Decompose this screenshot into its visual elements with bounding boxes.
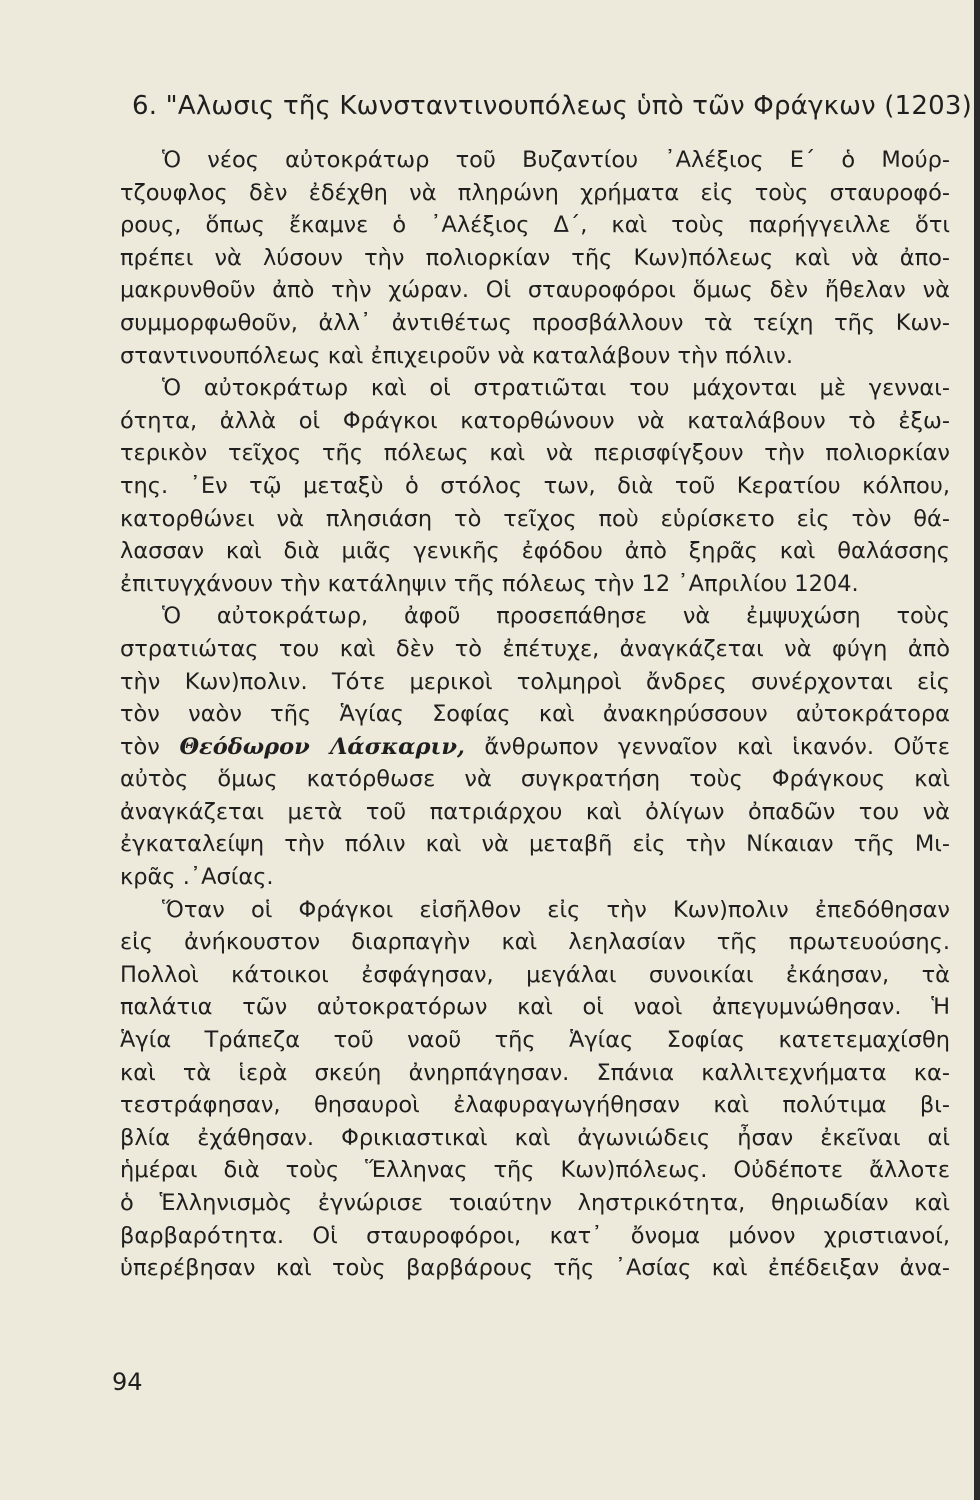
text-line: τερικὸν τεῖχος τῆς πόλεως καὶ νὰ περισφίγξουν τὴν πολιορκίαν <box>120 440 950 467</box>
text-line: συμμορφωθοῦν, ἀλλ᾿ ἀντιθέτως προσβάλλουν τὰ τείχη τῆς Κων- <box>120 309 950 336</box>
text-line: τζουφλος δὲν ἐδέχθη νὰ πληρώνη χρήματα εἰς τοὺς σταυροφό- <box>120 179 950 206</box>
text-line: κατορθώνει νὰ πλησιάση τὸ τεῖχος ποὺ εὑρίσκετο εἰς τὸν θά- <box>120 505 950 532</box>
text-line: ἐπιτυγχάνουν τὴν κατάληψιν τῆς πόλεως τὴν 12 ᾿Απριλίου 1204. <box>120 570 859 597</box>
page-number: 94 <box>112 1368 143 1396</box>
text-line: της. ᾿Εν τῷ μεταξὺ ὁ στόλος των, διὰ τοῦ Κερατίου κόλπου, <box>120 472 950 499</box>
text-line: βλία ἐχάθησαν. Φρικιαστικαὶ καὶ ἀγωνιώδεις ἦσαν ἐκεῖναι αἱ <box>120 1124 950 1151</box>
emphasized-name: Θεόδωρον Λάσκαριν, <box>179 733 465 760</box>
text-line: ὁ Ἑλληνισμὸς ἐγνώρισε τοιαύτην ληστρικότητα, θηριωδίαν καὶ <box>120 1190 950 1216</box>
text-line: Ἁγία Τράπεζα τοῦ ναοῦ τῆς Ἁγίας Σοφίας κατετεμαχίσθη <box>120 1027 950 1054</box>
text-line: στρατιώτας του καὶ δὲν τὸ ἐπέτυχε, ἀναγκάζεται νὰ φύγη ἀπὸ <box>120 635 950 662</box>
body-text <box>120 144 950 1285</box>
text-line: τὴν Κων)πολιν. Τότε μερικοὶ τολμηροὶ ἄνδρες συνέρχονται εἰς <box>120 668 950 695</box>
section-heading: 6. "Αλωσις τῆς Κωνσταντινουπόλεως ὑπὸ τῶν Φράγκων (1203) <box>132 91 972 121</box>
text-line: Ὁ αὐτοκράτωρ καὶ οἱ στρατιῶται του μάχονται μὲ γενναι- <box>162 375 950 402</box>
text-line: παλάτια τῶν αὐτοκρατόρων καὶ οἱ ναοὶ ἀπεγυμνώθησαν. Ἡ <box>120 994 950 1021</box>
text-line: λασσαν καὶ διὰ μιᾶς γενικῆς ἐφόδου ἀπὸ ξηρᾶς καὶ θαλάσσης <box>120 538 950 565</box>
text-line: καὶ τὰ ἱερὰ σκεύη ἀνηρπάγησαν. Σπάνια καλλιτεχνήματα κα- <box>120 1059 950 1086</box>
text-line: εἰς ἀνήκουστον διαρπαγὴν καὶ λεηλασίαν τῆς πρωτευούσης. <box>120 929 950 956</box>
text-line: τὸν ναὸν τῆς Ἁγίας Σοφίας καὶ ἀνακηρύσσουν αὐτοκράτορα <box>120 701 950 728</box>
text-line: ἡμέραι διὰ τοὺς Ἕλληνας τῆς Κων)πόλεως. Οὐδέποτε ἄλλοτε <box>120 1157 950 1184</box>
text-line: κρᾶς .᾿Ασίας. <box>120 864 274 891</box>
page-edge <box>974 0 980 1500</box>
text-line: ἀναγκάζεται μετὰ τοῦ πατριάρχου καὶ ὀλίγων ὀπαδῶν του νὰ <box>120 798 950 825</box>
text-line: μακρυνθοῦν ἀπὸ τὴν χώραν. Οἱ σταυροφόροι ὅμως δὲν ἤθελαν νὰ <box>120 277 950 304</box>
line-text: ἄνθρωπον γενναῖον καὶ ἱκανόν. Οὔτε <box>464 733 950 760</box>
text-line: Ὅταν οἱ Φράγκοι εἰσῆλθον εἰς τὴν Κων)πολιν ἐπεδόθησαν <box>162 896 950 923</box>
text-line: Ὁ νέος αὐτοκράτωρ τοῦ Βυζαντίου ᾿Αλέξιος Ε΄ ὁ Μούρ- <box>162 147 950 173</box>
text-line: τεστράφησαν, θησαυροὶ ἐλαφυραγωγήθησαν καὶ πολύτιμα βι- <box>120 1092 950 1119</box>
text-line: Ὁ αὐτοκράτωρ, ἀφοῦ προσεπάθησε νὰ ἐμψυχώση τοὺς <box>162 603 950 630</box>
text-line: ἐγκαταλείψη τὴν πόλιν καὶ νὰ μεταβῆ εἰς τὴν Νίκαιαν τῆς Μι- <box>120 831 950 858</box>
text-line: ρους, ὅπως ἔκαμνε ὁ ᾿Αλέξιος Δ΄, καὶ τοὺς παρήγγειλλε ὅτι <box>120 212 950 239</box>
text-line: Πολλοὶ κάτοικοι ἐσφάγησαν, μεγάλαι συνοικίαι ἐκάησαν, τὰ <box>120 961 950 988</box>
text-line: βαρβαρότητα. Οἱ σταυροφόροι, κατ᾿ ὄνομα μόνον χριστιανοί, <box>120 1222 950 1249</box>
text-line: ότητα, ἀλλὰ οἱ Φράγκοι κατορθώνουν νὰ καταλάβουν τὸ ἐξω- <box>120 407 950 434</box>
text-line: ὑπερέβησαν καὶ τοὺς βαρβάρους τῆς ᾿Ασίας καὶ ἐπέδειξαν ἀνα- <box>120 1255 950 1282</box>
text-line: πρέπει νὰ λύσουν τὴν πολιορκίαν τῆς Κων)πόλεως καὶ νὰ ἀπο- <box>120 244 950 271</box>
text-line: σταντινουπόλεως καὶ ἐπιχειροῦν νὰ καταλάβουν τὴν πόλιν. <box>120 342 793 369</box>
text-line: αὐτὸς ὅμως κατόρθωσε νὰ συγκρατήση τοὺς Φράγκους καὶ <box>120 766 950 793</box>
text-block <box>120 86 972 1285</box>
line-text: τὸν <box>120 733 180 760</box>
text-line <box>120 731 950 764</box>
